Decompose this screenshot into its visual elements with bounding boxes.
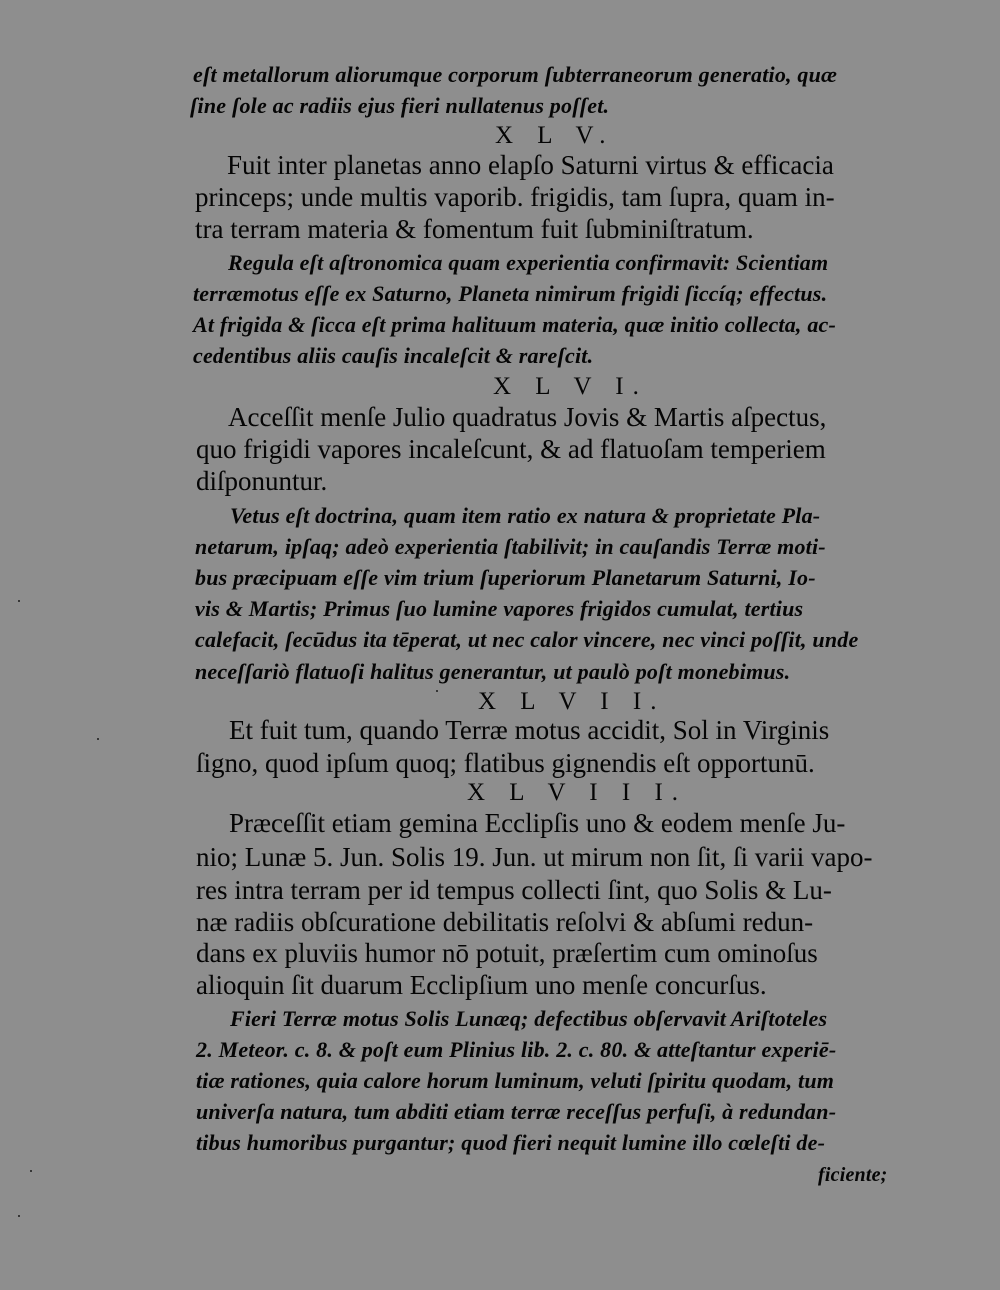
intro-line: eſt metallorum aliorumque corporum ſubterraneorum generatio, quæ [193, 62, 838, 87]
commentary-line: vis & Martis; Primus ſuo lumine vapores frigidos cumulat, tertius [195, 596, 804, 621]
commentary-line: tibus humoribus purgantur; quod fieri nequit lumine illo cœleſti de- [196, 1130, 826, 1155]
commentary-line: Vetus eſt doctrina, quam item ratio ex natura & proprietate Pla- [230, 503, 821, 528]
section-heading-45: X L V. [495, 122, 615, 149]
commentary-line: cedentibus aliis cauſis incaleſcit & rareſcit. [193, 343, 594, 368]
commentary-line: Regula eſt aſtronomica quam experientia confirmavit: Scientiam [228, 250, 829, 275]
paragraph-line: Et fuit tum, quando Terræ motus accidit, Sol in Virginis [229, 715, 830, 745]
intro-line: ſine ſole ac radiis ejus fieri nullatenus poſſet. [190, 93, 610, 118]
paragraph-line: princeps; unde multis vaporib. frigidis, tam ſupra, quam in- [195, 182, 835, 212]
section-heading-47: X L V I I. [478, 688, 666, 715]
paragraph-line: dans ex pluviis humor nō potuit, præſertim cum ominoſus [196, 938, 818, 968]
commentary-line: bus præcipuam eſſe vim trium ſuperiorum Planetarum Saturni, Io- [195, 565, 816, 590]
scan-speck [97, 738, 99, 740]
paragraph-line: Fuit inter planetas anno elapſo Saturni virtus & efficacia [227, 150, 834, 180]
paragraph-line: ſigno, quod ipſum quoq; flatibus gignendis eſt opportunū. [196, 748, 815, 778]
commentary-line: netarum, ipſaq; adeò experientia ſtabilivit; in cauſandis Terræ moti- [195, 534, 826, 559]
paragraph-line: diſponuntur. [196, 466, 328, 496]
commentary-line: calefacit, ſecūdus ita tēperat, ut nec calor vincere, nec vinci poſſit, unde [195, 627, 859, 652]
paragraph-line: res intra terram per id tempus collecti ſint, quo Solis & Lu- [196, 875, 832, 905]
commentary-line: neceſſariò flatuoſi halitus generantur, ut paulò poſt monebimus. [195, 659, 791, 684]
section-heading-46: X L V I. [493, 373, 648, 400]
scan-speck [436, 690, 438, 692]
commentary-line: Fieri Terræ motus Solis Lunæq; defectibus obſervavit Ariſtoteles [230, 1006, 828, 1031]
paragraph-line: Præceſſit etiam gemina Ecclipſis uno & eodem menſe Ju- [229, 808, 846, 838]
scan-speck [30, 1170, 32, 1172]
paragraph-line: alioquin ſit duarum Ecclipſium uno menſe concurſus. [196, 970, 767, 1000]
commentary-line: univerſa natura, tum abditi etiam terræ receſſus perfuſi, à redundan- [196, 1099, 837, 1124]
commentary-line: tiæ rationes, quia calore horum luminum, veluti ſpiritu quodam, tum [196, 1068, 835, 1093]
commentary-line: terræmotus eſſe ex Saturno, Planeta nimirum frigidi ſiccíq; effectus. [193, 281, 828, 306]
section-heading-48: X L V I I I. [467, 779, 688, 806]
commentary-line: 2. Meteor. c. 8. & poſt eum Plinius lib. 2. c. 80. & atteſtantur experiē- [196, 1037, 837, 1062]
paragraph-line: quo frigidi vapores incaleſcunt, & ad flatuoſam temperiem [196, 434, 826, 464]
scan-speck [18, 1215, 20, 1217]
paragraph-line: tra terram materia & fomentum fuit ſubminiſtratum. [195, 214, 754, 244]
paragraph-line: næ radiis obſcuratione debilitatis reſolvi & abſumi redun- [196, 907, 814, 937]
commentary-line: At frigida & ſicca eſt prima halituum materia, quæ initio collecta, ac- [193, 312, 837, 337]
catchword: ficiente; [818, 1164, 888, 1186]
paragraph-line: Acceſſit menſe Julio quadratus Jovis & Martis aſpectus, [228, 402, 827, 432]
paragraph-line: nio; Lunæ 5. Jun. Solis 19. Jun. ut mirum non ſit, ſi varii vapo- [196, 842, 873, 872]
scan-speck [18, 600, 20, 602]
